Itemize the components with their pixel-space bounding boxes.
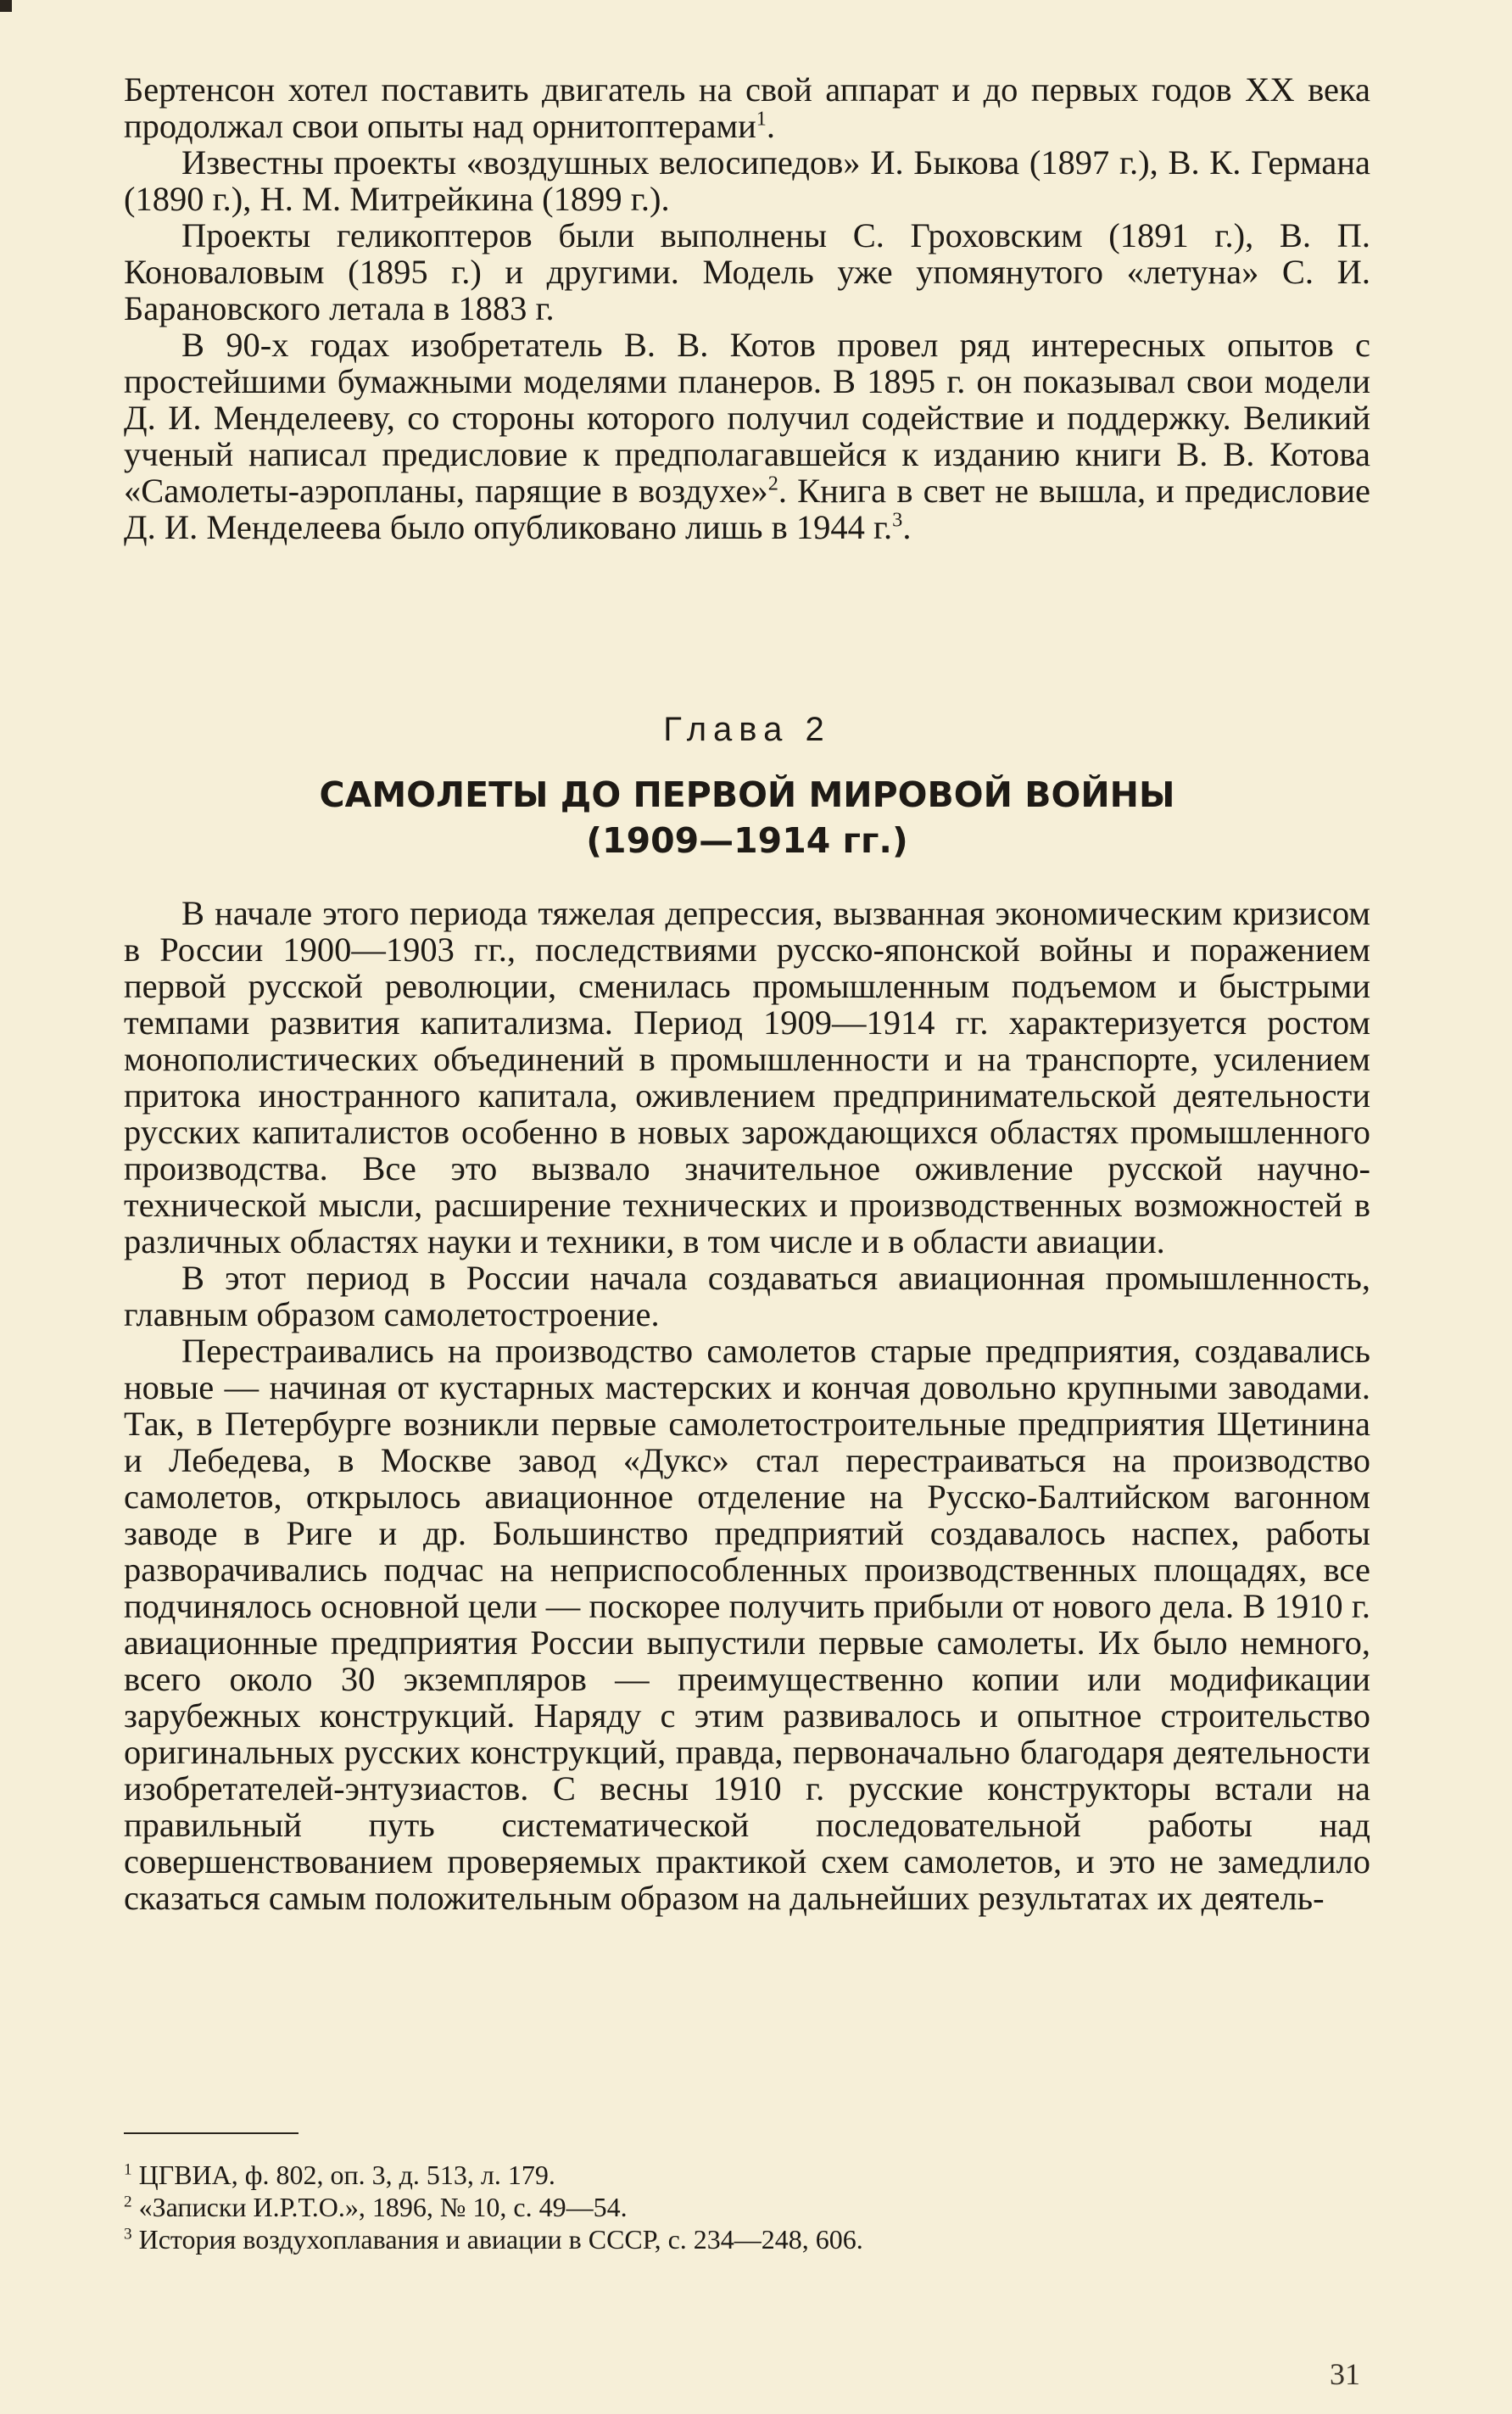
intro-text-block (124, 71, 1370, 545)
footnote-ref[interactable]: 3 (892, 508, 903, 532)
paragraph: Проекты геликоптеров были выполнены С. Гроховским (1891 г.), В. П. Коноваловым (1895 г.) и другими. Модель уже упомянутого «летуна» С. И. Барановского летала в 1883 г. (124, 216, 1370, 327)
paragraph: Перестраивались на производство самолетов старые предприятия, создавались новые — начиная от кустарных мастерских и кончая довольно крупными заводами. Так, в Петербурге возникли первые самолетостроительные предприятия Щетинина и Лебедева, в Москве завод «Дукс» стал перестраиваться на производство самолетов, открылось авиационное отделение на Русско-Балтийском вагонном заводе в Риге и др. Большинство предприятий создавалось наспех, работы разворачивались подчас на неприспособленных производственных площадях, все подчинялось основной цели — поскорее получить прибыли от нового дела. В 1910 г. авиационные предприятия России выпустили первые самолеты. Их было немного, всего около 30 экземпляров — преимущественно копии или модификации зарубежных конструкций. Наряду с этим развивалось и опытное строительство оригинальных русских конструкций, правда, первоначально благодаря деятельности изобретателей-энтузиастов. С весны 1910 г. русские конструкторы встали на правильный путь систематической последовательной работы над совершенствованием проверяемых практикой схем самолетов, и это не замедлило сказаться самым положительным образом на дальнейших результатах их деятель- (124, 1332, 1370, 1917)
footnote: $^3$ История воздухоплавания и авиации в СССР, с. 234—248, 606. (124, 2224, 863, 2255)
chapter-label: Глава 2 (663, 711, 831, 748)
paragraph: Известны проекты «воздушных велосипедов» И. Быкова (1897 г.), В. К. Германа (1890 г.), Н. М. Митрейкина (1899 г.). (124, 143, 1370, 218)
page-number: 31 (1330, 2357, 1360, 2391)
chapter-title-years: (1909—1914 гг.) (586, 820, 908, 861)
paragraph: В 90-х годах изобретатель В. В. Котов провел ряд интересных опытов с простейшими бумажными моделями планеров. В 1895 г. он показывал свои модели Д. И. Менделееву, со стороны которого получил содействие и поддержку. Великий ученый написал предисловие к предполагавшейся к изданию книги В. В. Котова «Самолеты-аэропланы, парящие в воздухе»$^2$. Книга в свет не вышла, и предисловие Д. И. Менделеева было опубликовано лишь в 1944 г.$^3$. (124, 326, 1370, 546)
footnote-ref[interactable]: 1 (756, 107, 767, 131)
chapter-title (124, 772, 1370, 863)
paragraph: В этот период в России начала создаваться авиационная промышленность, главным образом самолетостроение. (124, 1259, 1370, 1333)
footnote: $^2$ «Записки И.Р.Т.О.», 1896, № 10, с. 49—54. (124, 2192, 628, 2222)
footnote-divider (124, 2132, 298, 2134)
scan-edge-mark (0, 0, 12, 12)
footnote: $^1$ ЦГВИА, ф. 802, оп. 3, д. 513, л. 179. (124, 2160, 555, 2190)
paragraph: Бертенсон хотел поставить двигатель на свой аппарат и до первых годов XX века продолжал свои опыты над орнитоптерами$^1$. (124, 70, 1370, 145)
paragraph: В начале этого периода тяжелая депрессия, вызванная экономическим кризисом в России 1900—1903 гг., последствиями русско-японской войны и поражением первой русской революции, сменилась промышленным подъемом и быстрыми темпами развития капитализма. Период 1909—1914 гг. характеризуется ростом монополистических объединений в промышленности и на транспорте, усилением притока иностранного капитала, оживлением предпринимательской деятельности русских капиталистов особенно в новых зарождающихся областях промышленного производства. Все это вызвало значительное оживление русской научно-технической мысли, расширение технических и производственных возможностей в различных областях науки и техники, в том числе и в области авиации. (124, 894, 1370, 1260)
chapter-title-line: САМОЛЕТЫ ДО ПЕРВОЙ МИРОВОЙ ВОЙНЫ (319, 774, 1175, 815)
footnote-ref[interactable]: 2 (767, 472, 778, 495)
footnotes (124, 2159, 1311, 2255)
chapter-body (124, 895, 1370, 1916)
